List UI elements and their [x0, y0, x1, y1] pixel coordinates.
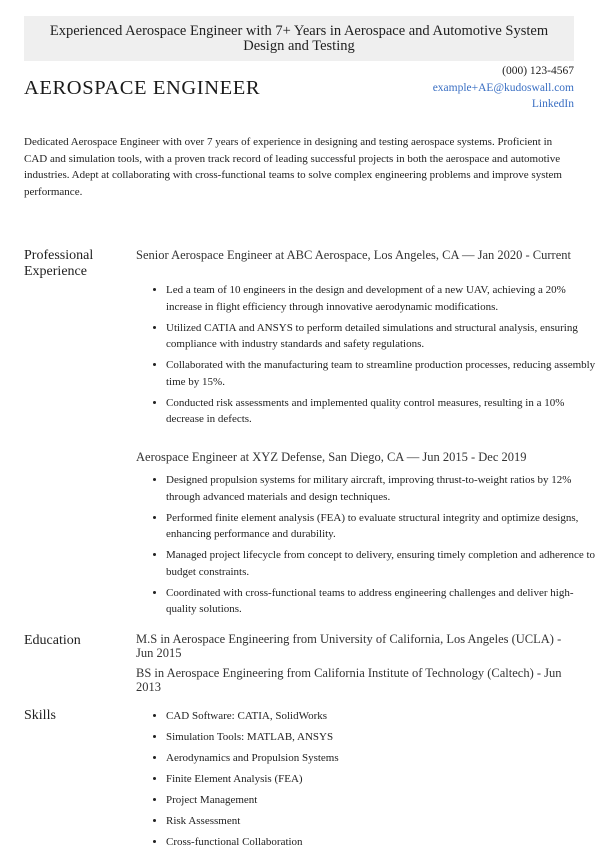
contact-block: [433, 63, 574, 113]
education-item: BS in Aerospace Engineering from California Institute of Technology (Caltech) - Jun 2013: [136, 666, 562, 694]
job-bullet: • Coordinated with cross-functional teams to address engineering challenges and deliver high-quality solutions.: [166, 585, 598, 618]
skill-item: • Simulation Tools: MATLAB, ANSYS: [166, 729, 598, 746]
section-heading-experience: Professional Experience: [24, 248, 94, 279]
headline-text: Experienced Aerospace Engineer with 7+ Years in Aerospace and Automotive System Design and Testing: [49, 22, 549, 54]
section-heading-skills: Skills: [24, 708, 56, 723]
job-title: Aerospace Engineer at XYZ Defense, San Diego, CA — Jun 2015 - Dec 2019: [136, 450, 527, 464]
job-bullet: • Conducted risk assessments and implemented quality control measures, resulting in a 10% decrease in defects.: [166, 395, 598, 428]
job-bullet: • Led a team of 10 engineers in the design and development of a new UAV, achieving a 20% increase in flight efficiency through innovative aerodynamic modifications.: [166, 282, 598, 315]
phone-number: (000) 123-4567: [502, 65, 574, 77]
skills-list: [136, 708, 598, 855]
job-bullets: [136, 282, 598, 432]
candidate-title: AEROSPACE ENGINEER: [24, 77, 261, 99]
section-heading-education: Education: [24, 633, 81, 648]
job-bullet: • Collaborated with the manufacturing team to streamline production processes, reducing assembly time by 15%.: [166, 357, 598, 390]
job-bullet: • Designed propulsion systems for military aircraft, improving thrust-to-weight ratios by 12% through advanced materials and design techniques.: [166, 472, 598, 505]
job-bullet: • Utilized CATIA and ANSYS to perform detailed simulations and structural analysis, ensuring compliance with industry standards and safety regulations.: [166, 320, 598, 353]
skill-item: • Risk Assessment: [166, 813, 598, 830]
email-link[interactable]: example+AE@kudoswall.com: [432, 81, 574, 94]
job-bullet: • Performed finite element analysis (FEA) to evaluate structural integrity and optimize designs, enhancing performance and durability.: [166, 510, 598, 543]
headline-banner: [24, 16, 574, 61]
job-bullet: • Managed project lifecycle from concept to delivery, ensuring timely completion and adherence to budget constraints.: [166, 547, 598, 580]
skill-item: • Cross-functional Collaboration: [166, 834, 598, 851]
skill-item: • Project Management: [166, 792, 598, 809]
skill-item: • Aerodynamics and Propulsion Systems: [166, 750, 598, 767]
job-title: Senior Aerospace Engineer at ABC Aerospace, Los Angeles, CA — Jan 2020 - Current: [136, 248, 571, 262]
job-bullets: [136, 472, 598, 622]
linkedin-link[interactable]: LinkedIn: [531, 98, 574, 110]
skill-item: • Finite Element Analysis (FEA): [166, 771, 598, 788]
education-item: M.S in Aerospace Engineering from University of California, Los Angeles (UCLA) - Jun 2015: [136, 632, 562, 660]
summary-paragraph: Dedicated Aerospace Engineer with over 7 years of experience in designing and testing aerospace systems. Proficient in CAD and simulation tools, with a proven track record of leading successful projects in both the aerospace and automotive industries. Adept at collaborating with cross-functional teams to solve complex engineering problems and improve system performance.: [24, 136, 562, 198]
skill-item: • CAD Software: CATIA, SolidWorks: [166, 708, 598, 725]
